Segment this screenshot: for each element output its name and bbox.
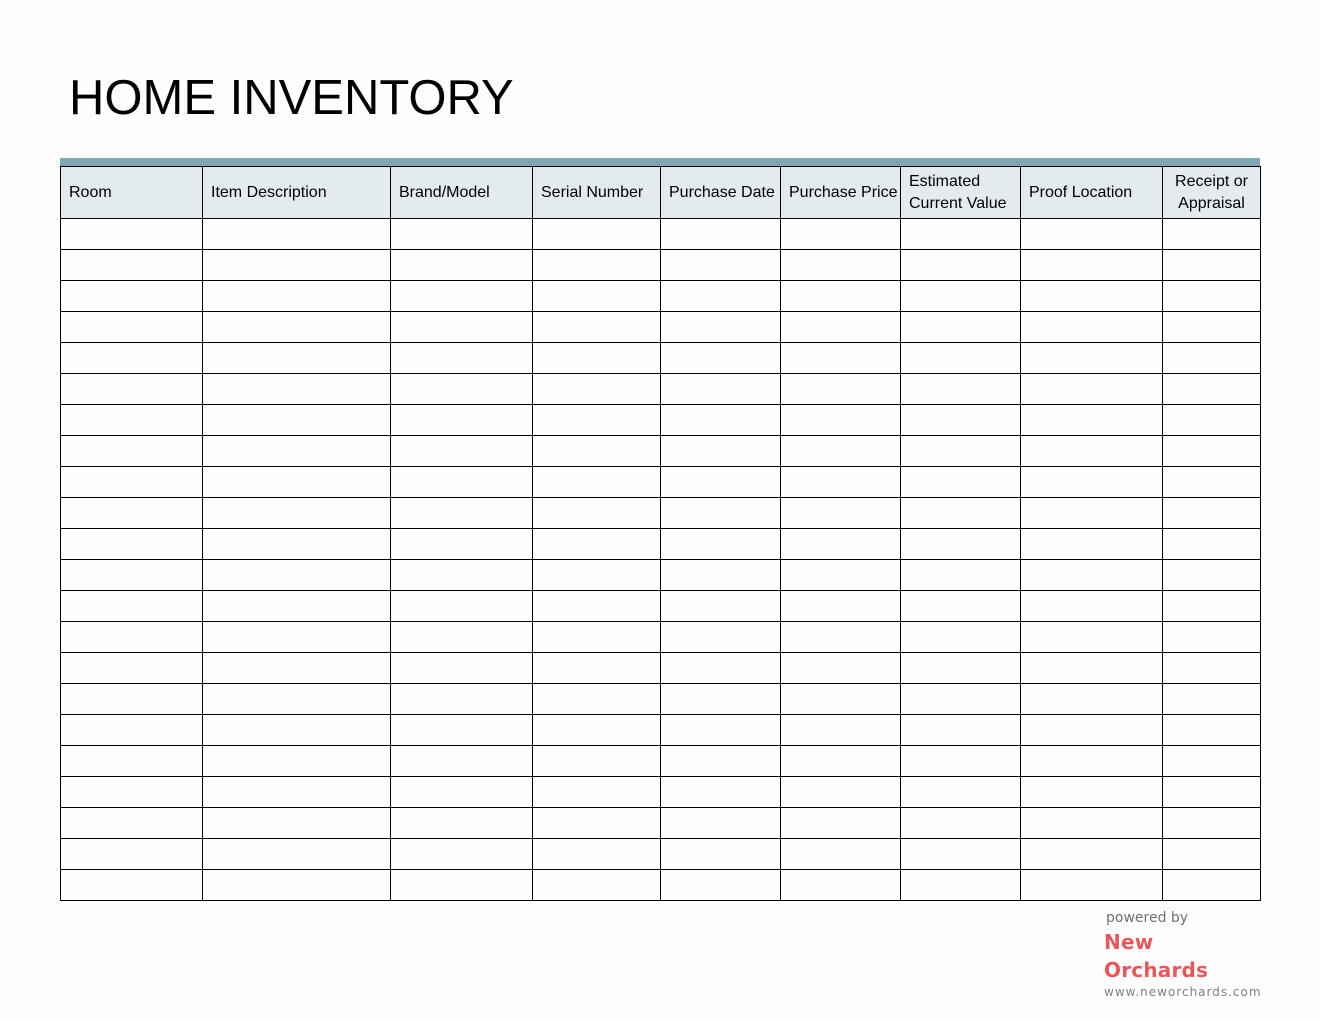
cell-room[interactable] bbox=[61, 684, 203, 715]
table-row bbox=[61, 312, 1261, 343]
cell-purchase-date[interactable] bbox=[661, 343, 781, 374]
cell-proof-location[interactable] bbox=[1021, 746, 1163, 777]
cell-receipt-or-appraisal[interactable] bbox=[1163, 684, 1261, 715]
cell-estimated-current-value[interactable] bbox=[901, 405, 1021, 436]
cell-receipt-or-appraisal[interactable] bbox=[1163, 219, 1261, 250]
cell-room[interactable] bbox=[61, 374, 203, 405]
cell-purchase-date[interactable] bbox=[661, 467, 781, 498]
cell-receipt-or-appraisal[interactable] bbox=[1163, 405, 1261, 436]
cell-brand-model[interactable] bbox=[391, 219, 533, 250]
cell-item-description[interactable] bbox=[203, 715, 391, 746]
cell-receipt-or-appraisal[interactable] bbox=[1163, 746, 1261, 777]
inventory-table bbox=[60, 166, 1261, 901]
cell-item-description[interactable] bbox=[203, 870, 391, 901]
cell-purchase-date[interactable] bbox=[661, 281, 781, 312]
column-header-room: Room bbox=[61, 167, 203, 219]
cell-purchase-price[interactable] bbox=[781, 374, 901, 405]
column-header-proof-location: Proof Location bbox=[1021, 167, 1163, 219]
cell-room[interactable] bbox=[61, 560, 203, 591]
cell-item-description[interactable] bbox=[203, 405, 391, 436]
cell-item-description[interactable] bbox=[203, 839, 391, 870]
cell-brand-model[interactable] bbox=[391, 343, 533, 374]
cell-proof-location[interactable] bbox=[1021, 343, 1163, 374]
cell-receipt-or-appraisal[interactable] bbox=[1163, 436, 1261, 467]
cell-receipt-or-appraisal[interactable] bbox=[1163, 343, 1261, 374]
cell-brand-model[interactable] bbox=[391, 250, 533, 281]
cell-proof-location[interactable] bbox=[1021, 684, 1163, 715]
cell-purchase-price[interactable] bbox=[781, 343, 901, 374]
cell-estimated-current-value[interactable] bbox=[901, 839, 1021, 870]
cell-purchase-date[interactable] bbox=[661, 746, 781, 777]
cell-purchase-date[interactable] bbox=[661, 777, 781, 808]
cell-receipt-or-appraisal[interactable] bbox=[1163, 653, 1261, 684]
cell-item-description[interactable] bbox=[203, 746, 391, 777]
cell-estimated-current-value[interactable] bbox=[901, 684, 1021, 715]
cell-purchase-price[interactable] bbox=[781, 560, 901, 591]
cell-proof-location[interactable] bbox=[1021, 219, 1163, 250]
cell-estimated-current-value[interactable] bbox=[901, 498, 1021, 529]
cell-purchase-price[interactable] bbox=[781, 498, 901, 529]
cell-purchase-price[interactable] bbox=[781, 653, 901, 684]
cell-item-description[interactable] bbox=[203, 498, 391, 529]
brand-logo-text: New Orchards bbox=[1104, 930, 1209, 982]
cell-receipt-or-appraisal[interactable] bbox=[1163, 529, 1261, 560]
cell-serial-number[interactable] bbox=[533, 715, 661, 746]
cell-estimated-current-value[interactable] bbox=[901, 529, 1021, 560]
cell-purchase-date[interactable] bbox=[661, 684, 781, 715]
cell-receipt-or-appraisal[interactable] bbox=[1163, 312, 1261, 343]
cell-receipt-or-appraisal[interactable] bbox=[1163, 715, 1261, 746]
cell-item-description[interactable] bbox=[203, 529, 391, 560]
cell-purchase-price[interactable] bbox=[781, 405, 901, 436]
cell-receipt-or-appraisal[interactable] bbox=[1163, 374, 1261, 405]
cell-receipt-or-appraisal[interactable] bbox=[1163, 498, 1261, 529]
cell-item-description[interactable] bbox=[203, 777, 391, 808]
cell-purchase-date[interactable] bbox=[661, 219, 781, 250]
cell-item-description[interactable] bbox=[203, 808, 391, 839]
cell-receipt-or-appraisal[interactable] bbox=[1163, 281, 1261, 312]
cell-item-description[interactable] bbox=[203, 591, 391, 622]
column-header-estimated-current-value: Estimated Current Value bbox=[901, 167, 1021, 219]
cell-serial-number[interactable] bbox=[533, 250, 661, 281]
cell-brand-model[interactable] bbox=[391, 839, 533, 870]
cell-brand-model[interactable] bbox=[391, 777, 533, 808]
cell-estimated-current-value[interactable] bbox=[901, 250, 1021, 281]
table-row bbox=[61, 684, 1261, 715]
cell-purchase-date[interactable] bbox=[661, 715, 781, 746]
cell-estimated-current-value[interactable] bbox=[901, 870, 1021, 901]
cell-proof-location[interactable] bbox=[1021, 870, 1163, 901]
table-row bbox=[61, 560, 1261, 591]
cell-purchase-price[interactable] bbox=[781, 777, 901, 808]
cell-estimated-current-value[interactable] bbox=[901, 467, 1021, 498]
cell-serial-number[interactable] bbox=[533, 312, 661, 343]
cell-estimated-current-value[interactable] bbox=[901, 653, 1021, 684]
inventory-table-container bbox=[60, 158, 1260, 901]
column-header-purchase-price: Purchase Price bbox=[781, 167, 901, 219]
cell-purchase-price[interactable] bbox=[781, 591, 901, 622]
table-row bbox=[61, 715, 1261, 746]
cell-item-description[interactable] bbox=[203, 560, 391, 591]
cell-room[interactable] bbox=[61, 281, 203, 312]
table-row bbox=[61, 219, 1261, 250]
table-row bbox=[61, 343, 1261, 374]
cell-room[interactable] bbox=[61, 312, 203, 343]
cell-room[interactable] bbox=[61, 839, 203, 870]
cell-brand-model[interactable] bbox=[391, 529, 533, 560]
table-row bbox=[61, 839, 1261, 870]
cell-proof-location[interactable] bbox=[1021, 436, 1163, 467]
cell-item-description[interactable] bbox=[203, 312, 391, 343]
table-accent-bar bbox=[60, 158, 1260, 166]
cell-receipt-or-appraisal[interactable] bbox=[1163, 467, 1261, 498]
cell-serial-number[interactable] bbox=[533, 529, 661, 560]
cell-purchase-date[interactable] bbox=[661, 808, 781, 839]
cell-room[interactable] bbox=[61, 529, 203, 560]
table-row bbox=[61, 498, 1261, 529]
table-row bbox=[61, 436, 1261, 467]
column-header-item-description: Item Description bbox=[203, 167, 391, 219]
cell-brand-model[interactable] bbox=[391, 374, 533, 405]
cell-proof-location[interactable] bbox=[1021, 622, 1163, 653]
cell-purchase-date[interactable] bbox=[661, 250, 781, 281]
table-row bbox=[61, 467, 1261, 498]
cell-receipt-or-appraisal[interactable] bbox=[1163, 777, 1261, 808]
cell-purchase-date[interactable] bbox=[661, 591, 781, 622]
table-row bbox=[61, 777, 1261, 808]
cell-serial-number[interactable] bbox=[533, 684, 661, 715]
cell-serial-number[interactable] bbox=[533, 343, 661, 374]
table-row bbox=[61, 870, 1261, 901]
cell-purchase-date[interactable] bbox=[661, 529, 781, 560]
cell-brand-model[interactable] bbox=[391, 312, 533, 343]
cell-purchase-price[interactable] bbox=[781, 839, 901, 870]
column-header-receipt-or-appraisal: Receipt or Appraisal bbox=[1163, 167, 1261, 219]
cell-purchase-date[interactable] bbox=[661, 653, 781, 684]
cell-estimated-current-value[interactable] bbox=[901, 715, 1021, 746]
cell-brand-model[interactable] bbox=[391, 684, 533, 715]
cell-purchase-price[interactable] bbox=[781, 684, 901, 715]
powered-by-label: powered by bbox=[1106, 910, 1189, 926]
table-row bbox=[61, 374, 1261, 405]
cell-estimated-current-value[interactable] bbox=[901, 312, 1021, 343]
cell-estimated-current-value[interactable] bbox=[901, 746, 1021, 777]
cell-purchase-price[interactable] bbox=[781, 281, 901, 312]
cell-item-description[interactable] bbox=[203, 250, 391, 281]
page-title: HOME INVENTORY bbox=[69, 71, 514, 125]
cell-purchase-date[interactable] bbox=[661, 374, 781, 405]
cell-purchase-price[interactable] bbox=[781, 529, 901, 560]
cell-proof-location[interactable] bbox=[1021, 312, 1163, 343]
table-row bbox=[61, 281, 1261, 312]
cell-brand-model[interactable] bbox=[391, 808, 533, 839]
cell-proof-location[interactable] bbox=[1021, 560, 1163, 591]
cell-purchase-price[interactable] bbox=[781, 715, 901, 746]
cell-proof-location[interactable] bbox=[1021, 281, 1163, 312]
cell-room[interactable] bbox=[61, 870, 203, 901]
cell-proof-location[interactable] bbox=[1021, 529, 1163, 560]
cell-serial-number[interactable] bbox=[533, 808, 661, 839]
brand-footer bbox=[1104, 908, 1264, 1000]
cell-purchase-date[interactable] bbox=[661, 622, 781, 653]
cell-serial-number[interactable] bbox=[533, 653, 661, 684]
cell-proof-location[interactable] bbox=[1021, 498, 1163, 529]
cell-room[interactable] bbox=[61, 808, 203, 839]
cell-item-description[interactable] bbox=[203, 684, 391, 715]
cell-purchase-price[interactable] bbox=[781, 808, 901, 839]
cell-proof-location[interactable] bbox=[1021, 591, 1163, 622]
cell-proof-location[interactable] bbox=[1021, 405, 1163, 436]
cell-proof-location[interactable] bbox=[1021, 374, 1163, 405]
cell-purchase-price[interactable] bbox=[781, 870, 901, 901]
cell-estimated-current-value[interactable] bbox=[901, 436, 1021, 467]
cell-room[interactable] bbox=[61, 591, 203, 622]
cell-purchase-price[interactable] bbox=[781, 436, 901, 467]
cell-serial-number[interactable] bbox=[533, 777, 661, 808]
cell-room[interactable] bbox=[61, 250, 203, 281]
cell-receipt-or-appraisal[interactable] bbox=[1163, 870, 1261, 901]
cell-serial-number[interactable] bbox=[533, 436, 661, 467]
cell-room[interactable] bbox=[61, 436, 203, 467]
cell-room[interactable] bbox=[61, 343, 203, 374]
cell-brand-model[interactable] bbox=[391, 405, 533, 436]
cell-purchase-price[interactable] bbox=[781, 467, 901, 498]
cell-room[interactable] bbox=[61, 746, 203, 777]
cell-receipt-or-appraisal[interactable] bbox=[1163, 808, 1261, 839]
cell-brand-model[interactable] bbox=[391, 715, 533, 746]
table-row bbox=[61, 250, 1261, 281]
cell-item-description[interactable] bbox=[203, 343, 391, 374]
cell-purchase-date[interactable] bbox=[661, 436, 781, 467]
cell-estimated-current-value[interactable] bbox=[901, 777, 1021, 808]
cell-item-description[interactable] bbox=[203, 281, 391, 312]
cell-proof-location[interactable] bbox=[1021, 250, 1163, 281]
cell-proof-location[interactable] bbox=[1021, 715, 1163, 746]
table-row bbox=[61, 529, 1261, 560]
cell-room[interactable] bbox=[61, 467, 203, 498]
table-row bbox=[61, 591, 1261, 622]
column-header-purchase-date: Purchase Date bbox=[661, 167, 781, 219]
cell-room[interactable] bbox=[61, 219, 203, 250]
cell-brand-model[interactable] bbox=[391, 467, 533, 498]
cell-serial-number[interactable] bbox=[533, 746, 661, 777]
cell-receipt-or-appraisal[interactable] bbox=[1163, 250, 1261, 281]
cell-serial-number[interactable] bbox=[533, 622, 661, 653]
cell-proof-location[interactable] bbox=[1021, 653, 1163, 684]
cell-brand-model[interactable] bbox=[391, 560, 533, 591]
cell-purchase-date[interactable] bbox=[661, 839, 781, 870]
cell-estimated-current-value[interactable] bbox=[901, 374, 1021, 405]
cell-purchase-date[interactable] bbox=[661, 560, 781, 591]
cell-item-description[interactable] bbox=[203, 436, 391, 467]
cell-brand-model[interactable] bbox=[391, 436, 533, 467]
cell-item-description[interactable] bbox=[203, 374, 391, 405]
cell-room[interactable] bbox=[61, 498, 203, 529]
cell-room[interactable] bbox=[61, 777, 203, 808]
cell-purchase-price[interactable] bbox=[781, 622, 901, 653]
cell-room[interactable] bbox=[61, 622, 203, 653]
table-body bbox=[61, 219, 1261, 901]
cell-serial-number[interactable] bbox=[533, 467, 661, 498]
cell-proof-location[interactable] bbox=[1021, 467, 1163, 498]
cell-room[interactable] bbox=[61, 715, 203, 746]
cell-receipt-or-appraisal[interactable] bbox=[1163, 591, 1261, 622]
cell-serial-number[interactable] bbox=[533, 839, 661, 870]
cell-estimated-current-value[interactable] bbox=[901, 281, 1021, 312]
table-row bbox=[61, 808, 1261, 839]
cell-serial-number[interactable] bbox=[533, 498, 661, 529]
cell-purchase-price[interactable] bbox=[781, 250, 901, 281]
cell-proof-location[interactable] bbox=[1021, 839, 1163, 870]
table-row bbox=[61, 622, 1261, 653]
cell-purchase-date[interactable] bbox=[661, 870, 781, 901]
cell-purchase-price[interactable] bbox=[781, 312, 901, 343]
table-row bbox=[61, 746, 1261, 777]
cell-estimated-current-value[interactable] bbox=[901, 560, 1021, 591]
table-row bbox=[61, 653, 1261, 684]
cell-estimated-current-value[interactable] bbox=[901, 591, 1021, 622]
column-header-serial-number: Serial Number bbox=[533, 167, 661, 219]
cell-purchase-date[interactable] bbox=[661, 405, 781, 436]
cell-purchase-price[interactable] bbox=[781, 219, 901, 250]
cell-item-description[interactable] bbox=[203, 653, 391, 684]
cell-item-description[interactable] bbox=[203, 622, 391, 653]
cell-estimated-current-value[interactable] bbox=[901, 219, 1021, 250]
cell-serial-number[interactable] bbox=[533, 560, 661, 591]
cell-purchase-date[interactable] bbox=[661, 498, 781, 529]
cell-purchase-price[interactable] bbox=[781, 746, 901, 777]
table-row bbox=[61, 405, 1261, 436]
cell-purchase-date[interactable] bbox=[661, 312, 781, 343]
cell-serial-number[interactable] bbox=[533, 281, 661, 312]
cell-serial-number[interactable] bbox=[533, 374, 661, 405]
cell-receipt-or-appraisal[interactable] bbox=[1163, 622, 1261, 653]
cell-estimated-current-value[interactable] bbox=[901, 343, 1021, 374]
cell-item-description[interactable] bbox=[203, 219, 391, 250]
cell-brand-model[interactable] bbox=[391, 591, 533, 622]
cell-receipt-or-appraisal[interactable] bbox=[1163, 560, 1261, 591]
cell-brand-model[interactable] bbox=[391, 622, 533, 653]
cell-proof-location[interactable] bbox=[1021, 777, 1163, 808]
cell-brand-model[interactable] bbox=[391, 653, 533, 684]
cell-brand-model[interactable] bbox=[391, 281, 533, 312]
table-header-row bbox=[61, 167, 1261, 219]
cell-room[interactable] bbox=[61, 653, 203, 684]
column-header-brand-model: Brand/Model bbox=[391, 167, 533, 219]
cell-brand-model[interactable] bbox=[391, 498, 533, 529]
cell-proof-location[interactable] bbox=[1021, 808, 1163, 839]
cell-brand-model[interactable] bbox=[391, 870, 533, 901]
cell-estimated-current-value[interactable] bbox=[901, 622, 1021, 653]
cell-serial-number[interactable] bbox=[533, 870, 661, 901]
cell-estimated-current-value[interactable] bbox=[901, 808, 1021, 839]
cell-item-description[interactable] bbox=[203, 467, 391, 498]
cell-receipt-or-appraisal[interactable] bbox=[1163, 839, 1261, 870]
cell-serial-number[interactable] bbox=[533, 591, 661, 622]
cell-serial-number[interactable] bbox=[533, 405, 661, 436]
cell-brand-model[interactable] bbox=[391, 746, 533, 777]
cell-room[interactable] bbox=[61, 405, 203, 436]
brand-url[interactable]: www.neworchards.com bbox=[1104, 985, 1262, 999]
cell-serial-number[interactable] bbox=[533, 219, 661, 250]
